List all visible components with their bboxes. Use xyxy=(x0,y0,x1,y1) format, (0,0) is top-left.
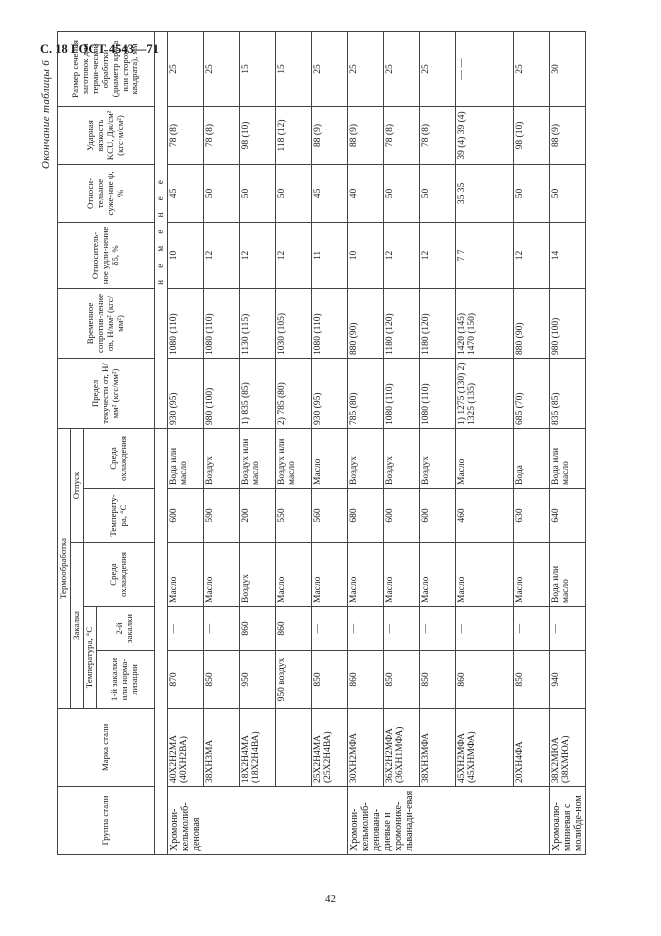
table-row xyxy=(347,31,383,854)
qm-cell: Масло xyxy=(203,543,239,607)
impact-cell: 39 (4) 39 (4) xyxy=(455,106,513,164)
separator-row xyxy=(154,31,167,854)
tm-cell: Воздух или масло xyxy=(239,428,275,488)
tt-cell: 600 xyxy=(167,489,203,543)
reduct-cell: 50 xyxy=(549,164,586,222)
qm-cell: Масло xyxy=(167,543,203,607)
qm-cell: Вода или масло xyxy=(549,543,586,607)
tm-cell: Вода или масло xyxy=(549,428,586,488)
elong-cell: 7 7 xyxy=(455,222,513,288)
q2-cell: — xyxy=(419,607,455,651)
q2-cell: 860 xyxy=(275,607,311,651)
elong-cell: 10 xyxy=(347,222,383,288)
reduct-cell: 50 xyxy=(239,164,275,222)
tensile-cell: 1080 (110) xyxy=(311,288,347,358)
reduct-cell: 50 xyxy=(203,164,239,222)
tt-cell: 550 xyxy=(275,489,311,543)
tensile-cell: 1080 (110) xyxy=(203,288,239,358)
q1-cell: 860 xyxy=(455,651,513,709)
qm-cell: Масло xyxy=(347,543,383,607)
qm-cell: Масло xyxy=(513,543,549,607)
reduct-cell: 45 xyxy=(167,164,203,222)
col-temper: Отпуск xyxy=(70,428,83,542)
grade-cell xyxy=(275,709,311,787)
size-cell: 25 xyxy=(347,31,383,106)
yield-cell: 2) 785 (80) xyxy=(275,358,311,428)
table-row xyxy=(203,31,239,854)
impact-cell: 88 (9) xyxy=(347,106,383,164)
tm-cell: Масло xyxy=(311,428,347,488)
elong-cell: 12 xyxy=(383,222,419,288)
yield-cell: 980 (100) xyxy=(203,358,239,428)
q2-cell: — xyxy=(549,607,586,651)
impact-cell: 78 (8) xyxy=(419,106,455,164)
qm-cell: Масло xyxy=(419,543,455,607)
tensile-cell: 1080 (110) xyxy=(167,288,203,358)
impact-cell: 78 (8) xyxy=(167,106,203,164)
tensile-cell: 880 (90) xyxy=(513,288,549,358)
q1-cell: 940 xyxy=(549,651,586,709)
page-number: 42 xyxy=(325,893,336,905)
yield-cell: 930 (95) xyxy=(311,358,347,428)
tensile-cell: 1030 (105) xyxy=(275,288,311,358)
yield-cell: 1080 (110) xyxy=(419,358,455,428)
ne-menee-label: н е м е н е е xyxy=(154,31,167,428)
col-reduction: Относи-тельное суже-ние ψ, % xyxy=(58,164,155,222)
elong-cell: 12 xyxy=(513,222,549,288)
q1-cell: 950 xyxy=(239,651,275,709)
grade-cell: 25Х2Н4МА (25Х2Н4ВА) xyxy=(311,709,347,787)
qm-cell: Масло xyxy=(311,543,347,607)
elong-cell: 12 xyxy=(419,222,455,288)
tt-cell: 200 xyxy=(239,489,275,543)
reduct-cell: 45 xyxy=(311,164,347,222)
grade-cell: 30ХН2МФА xyxy=(347,709,383,787)
q2-cell: — xyxy=(383,607,419,651)
reduct-cell: 35 35 xyxy=(455,164,513,222)
yield-cell: 1) 1275 (130) 2) 1325 (135) xyxy=(455,358,513,428)
col-elongation: Относитель-ное удли-нение δ5, % xyxy=(58,222,155,288)
grade-cell: 38ХН3МА xyxy=(203,709,239,787)
grade-cell: 36Х2Н2МФА (36ХН1МФА) xyxy=(383,709,419,787)
elong-cell: 12 xyxy=(239,222,275,288)
tm-cell: Воздух xyxy=(203,428,239,488)
yield-cell: 1080 (110) xyxy=(383,358,419,428)
table-row xyxy=(419,31,455,854)
size-cell: 25 xyxy=(203,31,239,106)
page-header: С. 18 ГОСТ 4543—71 xyxy=(40,42,159,56)
size-cell: — — xyxy=(455,31,513,106)
impact-cell: 98 (10) xyxy=(513,106,549,164)
q1-cell: 870 xyxy=(167,651,203,709)
yield-cell: 835 (85) xyxy=(549,358,586,428)
yield-cell: 930 (95) xyxy=(167,358,203,428)
group-cell: Хромони-кельмолиб-денована-диевые и хромонике-льванади-евая xyxy=(347,787,549,855)
col-impact: Ударная вязкость KCU, Дж/см² (кгс·м/см²) xyxy=(58,106,155,164)
size-cell: 25 xyxy=(513,31,549,106)
header-row-1 xyxy=(58,31,71,854)
col-temper-medium: Среда охлаждения xyxy=(83,428,154,488)
steel-properties-table xyxy=(57,31,586,855)
q1-cell: 850 xyxy=(419,651,455,709)
table-row xyxy=(383,31,419,854)
q1-cell: 850 xyxy=(311,651,347,709)
size-cell: 25 xyxy=(311,31,347,106)
yield-cell: 785 (80) xyxy=(347,358,383,428)
tt-cell: 560 xyxy=(311,489,347,543)
q2-cell: — xyxy=(455,607,513,651)
tm-cell: Воздух или масло xyxy=(275,428,311,488)
col-q1: 1-й закалки или норма-лизации xyxy=(96,651,154,709)
grade-cell: 20ХН4ФА xyxy=(513,709,549,787)
table-row xyxy=(167,31,203,854)
size-cell: 30 xyxy=(549,31,586,106)
table-row xyxy=(275,31,311,854)
impact-cell: 78 (8) xyxy=(383,106,419,164)
grade-cell: 45ХН2МФА (45ХНМФА) xyxy=(455,709,513,787)
table-row xyxy=(549,31,586,854)
impact-cell: 78 (8) xyxy=(203,106,239,164)
size-cell: 15 xyxy=(275,31,311,106)
table-caption: Окончание таблицы 6 xyxy=(40,60,52,169)
q2-cell: — xyxy=(203,607,239,651)
qm-cell: Воздух xyxy=(239,543,275,607)
col-group: Группа стали xyxy=(58,787,155,855)
reduct-cell: 50 xyxy=(419,164,455,222)
tensile-cell: 1130 (115) xyxy=(239,288,275,358)
reduct-cell: 50 xyxy=(383,164,419,222)
tensile-cell: 1180 (120) xyxy=(383,288,419,358)
q2-cell: — xyxy=(167,607,203,651)
tm-cell: Вода или масло xyxy=(167,428,203,488)
tt-cell: 630 xyxy=(513,489,549,543)
q1-cell: 950 воздух xyxy=(275,651,311,709)
reduct-cell: 50 xyxy=(513,164,549,222)
reduct-cell: 40 xyxy=(347,164,383,222)
group-cell: Хромони-кельмолиб-деновая xyxy=(167,787,347,855)
table-row xyxy=(455,31,513,854)
grade-cell: 38Х2МЮА (38ХМЮА) xyxy=(549,709,586,787)
tt-cell: 680 xyxy=(347,489,383,543)
tensile-cell: 1420 (145) 1470 (150) xyxy=(455,288,513,358)
col-tensile: Временное сопротив-ление σв, Н/мм² (кгс/мм²) xyxy=(58,288,155,358)
qm-cell: Масло xyxy=(275,543,311,607)
tm-cell: Воздух xyxy=(419,428,455,488)
tt-cell: 600 xyxy=(419,489,455,543)
grade-cell: 40Х2Н2МА (40ХН2ВА) xyxy=(167,709,203,787)
tensile-cell: 880 (90) xyxy=(347,288,383,358)
elong-cell: 12 xyxy=(275,222,311,288)
grade-cell: 38ХН3МФА xyxy=(419,709,455,787)
q1-cell: 850 xyxy=(383,651,419,709)
q1-cell: 850 xyxy=(513,651,549,709)
grade-cell: 18Х2Н4МА (18Х2Н4ВА) xyxy=(239,709,275,787)
impact-cell: 88 (9) xyxy=(549,106,586,164)
q2-cell: — xyxy=(347,607,383,651)
tm-cell: Воздух xyxy=(383,428,419,488)
table-row xyxy=(513,31,549,854)
tt-cell: 600 xyxy=(383,489,419,543)
table-row xyxy=(239,31,275,854)
q1-cell: 860 xyxy=(347,651,383,709)
elong-cell: 10 xyxy=(167,222,203,288)
q2-cell: 860 xyxy=(239,607,275,651)
elong-cell: 14 xyxy=(549,222,586,288)
tt-cell: 460 xyxy=(455,489,513,543)
tm-cell: Воздух xyxy=(347,428,383,488)
col-quench-medium: Среда охлаждения xyxy=(83,543,154,607)
size-cell: 25 xyxy=(383,31,419,106)
elong-cell: 11 xyxy=(311,222,347,288)
tensile-cell: 980 (100) xyxy=(549,288,586,358)
size-cell: 25 xyxy=(167,31,203,106)
impact-cell: 88 (9) xyxy=(311,106,347,164)
col-size: Размер сечения заготовок для терми-ческой обработки (диаметр круга или сторона квадрата), мм xyxy=(58,31,155,106)
col-temper-temp: Температу-ра, °С xyxy=(83,489,154,543)
table-row xyxy=(311,31,347,854)
elong-cell: 12 xyxy=(203,222,239,288)
group-cell: Хромоалю-миниевая с молибде-ном xyxy=(549,787,586,855)
q1-cell: 850 xyxy=(203,651,239,709)
impact-cell: 118 (12) xyxy=(275,106,311,164)
tm-cell: Масло xyxy=(455,428,513,488)
size-cell: 15 xyxy=(239,31,275,106)
qm-cell: Масло xyxy=(455,543,513,607)
col-q2: 2-й закалки xyxy=(96,607,154,651)
tt-cell: 590 xyxy=(203,489,239,543)
col-quench-temp: Температура, °С xyxy=(83,607,96,709)
q2-cell: — xyxy=(311,607,347,651)
col-yield: Предел текучести σт, Н/мм² (кгс/мм²) xyxy=(58,358,155,428)
impact-cell: 98 (10) xyxy=(239,106,275,164)
reduct-cell: 50 xyxy=(275,164,311,222)
tensile-cell: 1180 (120) xyxy=(419,288,455,358)
size-cell: 25 xyxy=(419,31,455,106)
col-quench: Закалка xyxy=(70,543,83,709)
qm-cell: Масло xyxy=(383,543,419,607)
q2-cell: — xyxy=(513,607,549,651)
col-heat-treatment: Термообработка xyxy=(58,428,71,708)
col-grade: Марка стали xyxy=(58,709,155,787)
yield-cell: 1) 835 (85) xyxy=(239,358,275,428)
tm-cell: Вода xyxy=(513,428,549,488)
tt-cell: 640 xyxy=(549,489,586,543)
yield-cell: 685 (70) xyxy=(513,358,549,428)
